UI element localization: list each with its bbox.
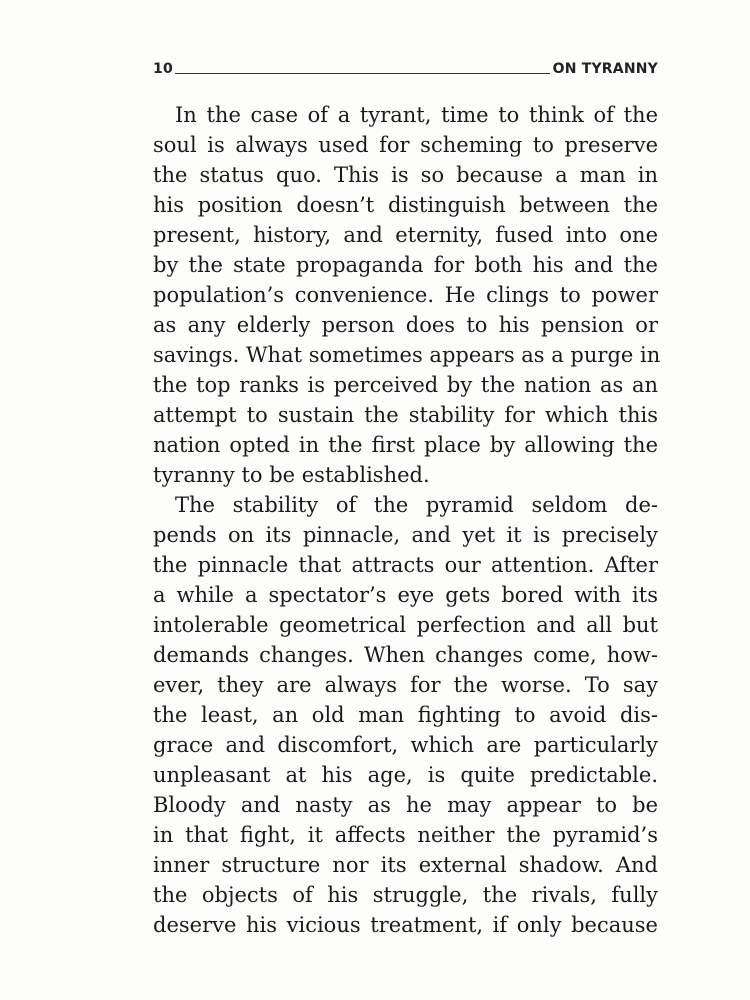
text-line: The stability of the pyramid seldom de- xyxy=(175,493,658,517)
text-line: the pinnacle that attracts our attention. After xyxy=(153,553,658,577)
body-text xyxy=(153,100,661,940)
header-rule xyxy=(175,73,550,74)
text-line: pends on its pinnacle, and yet it is precisely xyxy=(153,523,658,547)
text-line: deserve his vicious treatment, if only because xyxy=(153,913,658,937)
text-line: Bloody and nasty as he may appear to be xyxy=(153,793,658,817)
text-line: the least, an old man fighting to avoid dis- xyxy=(153,703,658,727)
text-line: unpleasant at his age, is quite predictable. xyxy=(153,763,658,787)
text-line: attempt to sustain the stability for which this xyxy=(153,403,658,427)
text-line: his position doesn’t distinguish between the xyxy=(153,193,658,217)
paragraph xyxy=(153,490,658,940)
text-line: inner structure nor its external shadow. And xyxy=(153,853,658,877)
text-line: in that fight, it affects neither the pyramid’s xyxy=(153,823,658,847)
text-line: In the case of a tyrant, time to think of the xyxy=(175,103,658,127)
text-line: population’s convenience. He clings to power xyxy=(153,283,658,307)
text-line: savings. What sometimes appears as a purge in xyxy=(153,343,661,367)
text-line: the status quo. This is so because a man in xyxy=(153,163,658,187)
text-line: demands changes. When changes come, how- xyxy=(153,643,658,667)
running-head xyxy=(153,57,658,77)
text-line: the top ranks is perceived by the nation as an xyxy=(153,373,658,397)
text-line: a while a spectator’s eye gets bored with its xyxy=(153,583,658,607)
running-title: ON TYRANNY xyxy=(552,61,658,77)
text-line: ever, they are always for the worse. To say xyxy=(153,673,658,697)
text-line: soul is always used for scheming to preserve xyxy=(153,133,658,157)
text-line: intolerable geometrical perfection and all but xyxy=(153,613,658,637)
paragraph xyxy=(153,100,661,490)
text-line: nation opted in the first place by allowing the xyxy=(153,433,658,457)
text-line: as any elderly person does to his pension or xyxy=(153,313,658,337)
page-number: 10 xyxy=(153,61,173,77)
text-line: the objects of his struggle, the rivals, fully xyxy=(153,883,658,907)
text-line: tyranny to be established. xyxy=(153,463,430,487)
text-line: by the state propaganda for both his and the xyxy=(153,253,658,277)
text-line: present, history, and eternity, fused into one xyxy=(153,223,658,247)
text-line: grace and discomfort, which are particularly xyxy=(153,733,658,757)
